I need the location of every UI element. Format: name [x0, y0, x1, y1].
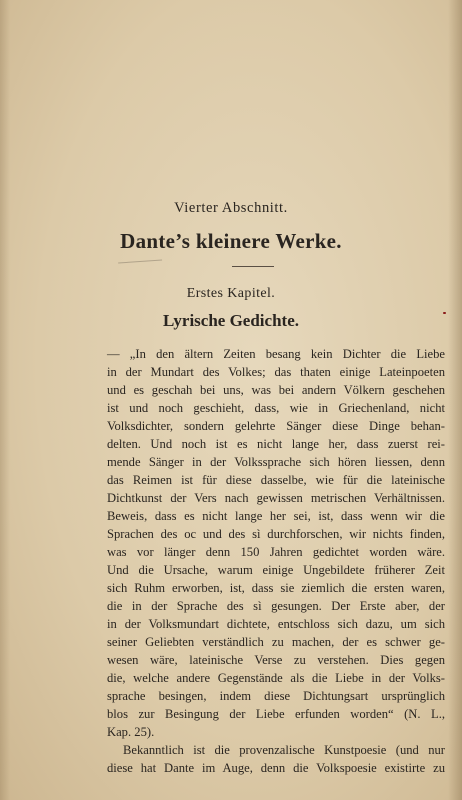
text-line: Kap. 25).: [107, 725, 155, 739]
chapter-heading: Erstes Kapitel.: [186, 286, 276, 301]
text-line: in der Volksmundart dichtete, entschloss sich dazu, um sich: [107, 617, 445, 631]
text-line: Dichtkunst der Vers nach gewissen metrischen Verhältnissen.: [107, 491, 445, 505]
text-line: und es geschah bei uns, was bei andern Völkern geschehen: [107, 383, 445, 397]
page-shadow-left: [0, 0, 10, 800]
text-line: wesen wäre, lateinische Verse zu verstehen. Dies gegen: [107, 653, 445, 667]
text-line: Beweis, dass es nicht lange her sei, ist, dass wenn wir die: [107, 509, 445, 523]
text-line: die in der Sprache des sì gesungen. Der Erste aber, der: [107, 599, 445, 613]
text-line: Und die Ursache, warum einige Ungebildete früherer Zeit: [107, 563, 445, 577]
text-line: diese hat Dante im Auge, denn die Volkspoesie existirte zu: [107, 761, 445, 775]
main-title: Dante’s kleinere Werke.: [120, 229, 342, 253]
text-line: Volksdichter, sondern gelehrte Sänger diese Dinge behan-: [107, 419, 445, 433]
text-line: delten. Und noch ist es nicht lange her, dass zuerst rei-: [107, 437, 445, 451]
ink-speck: [443, 312, 446, 314]
text-line: ist und noch geschieht, dass, wie in Griechenland, nicht: [107, 401, 445, 415]
text-line: in der Mundart des Volkes; das thaten einige Lateinpoeten: [107, 365, 445, 379]
text-line: mende Sänger in der Volkssprache sich hören liessen, denn: [107, 455, 445, 469]
text-line: Bekanntlich ist die provenzalische Kunstpoesie (und nur: [123, 743, 445, 757]
chapter-title: Lyrische Gedichte.: [163, 311, 299, 330]
body-text: [107, 345, 445, 777]
text-line: blos zur Besingung der Liebe erfunden worden“ (N. L.,: [107, 707, 445, 721]
text-line: sprache besingen, indem diese Dichtungsart ursprünglich: [107, 689, 445, 703]
text-line: die, welche andere Gegenstände als die Liebe in der Volks-: [107, 671, 445, 685]
page-shadow-right: [448, 0, 462, 800]
text-line: was vor länger denn 150 Jahren gedichtet worden wäre.: [107, 545, 445, 559]
pencil-mark: [118, 256, 162, 263]
text-line: — „In den ältern Zeiten besang kein Dichter die Liebe: [107, 347, 445, 361]
text-line: sich Ruhm erworben, ist, dass sie ziemlich die ersten waren,: [107, 581, 445, 595]
text-line: seiner Geliebten verständlich zu machen, der es schwer ge-: [107, 635, 445, 649]
divider-rule: [232, 266, 274, 267]
text-line: Sprachen des oc und des sì durchforschen, wir nichts finden,: [107, 527, 445, 541]
section-heading: Vierter Abschnitt.: [174, 200, 288, 216]
text-line: das Reimen ist für diese dasselbe, wie für die lateinische: [107, 473, 445, 487]
